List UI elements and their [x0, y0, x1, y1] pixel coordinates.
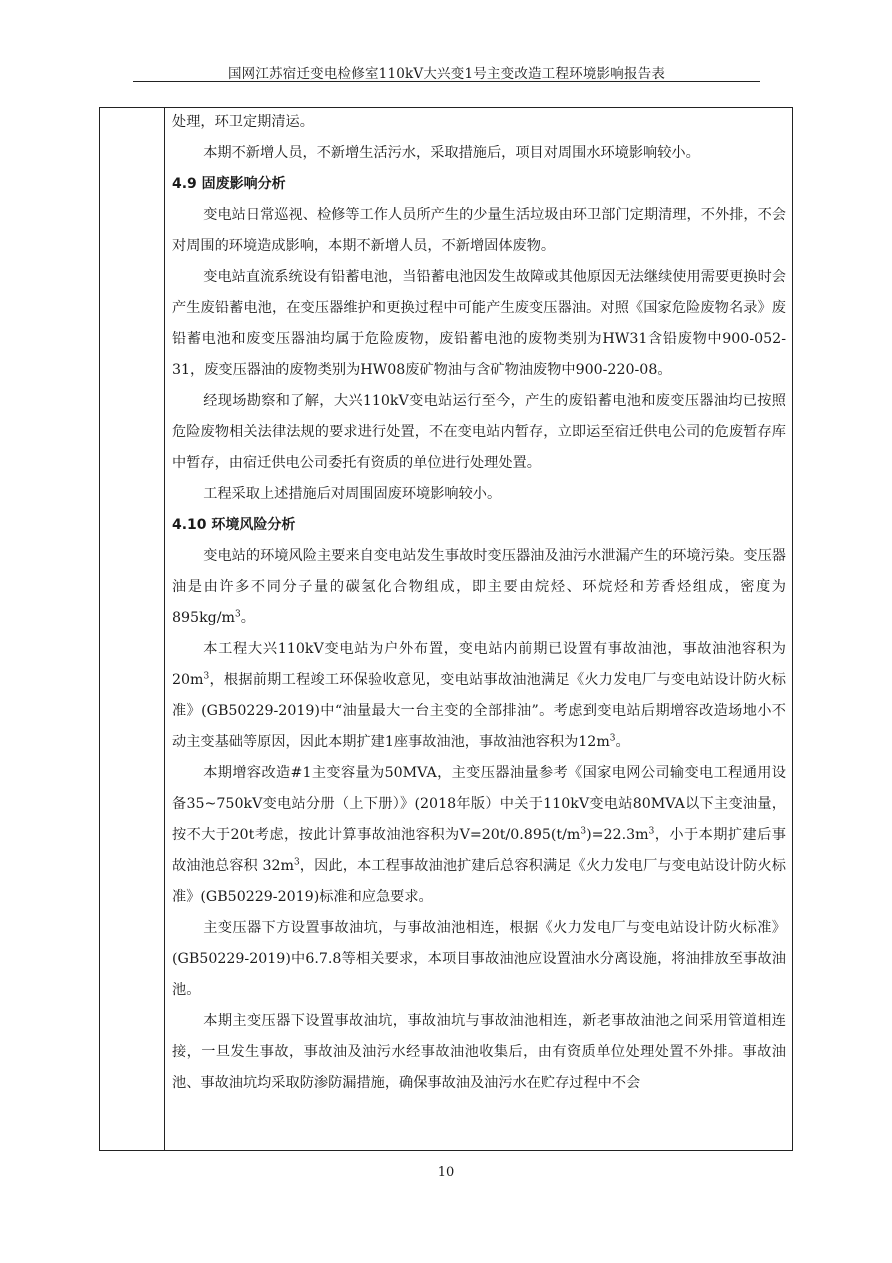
paragraph-continuation: 处理，环卫定期清运。 — [172, 114, 314, 130]
report-header: 国网江苏宿迁变电检修室110kV大兴变1号主变改造工程环境影响报告表 — [227, 66, 666, 82]
paragraph-risk-source — [172, 541, 786, 634]
table-column-divider — [164, 107, 165, 1151]
paragraph-hazardous-waste: 变电站直流系统设有铅蓄电池，当铅蓄电池因发生故障或其他原因无法继续使用需要更换时会产生废铅蓄电池，在变压器维护和更换过程中可能产生废变压器油。对照《国家危险废物名录》废铅蓄电池和废变压器油均属于危险废物，废铅蓄电池的废物类别为HW31含铅废物中900-052-31，废变压器油的废物类别为HW08废矿物油与含矿物油废物中900-220-08。 — [172, 269, 786, 378]
paragraph-water-summary: 本期不新增人员，不新增生活污水，采取措施后，项目对周围水环境影响较小。 — [203, 145, 700, 161]
superscript: 3 — [203, 671, 210, 682]
paragraph-capacity-calculation — [172, 758, 786, 913]
text-span: ，因此，本工程事故油池扩建后总容积满足《火力发电厂与变电站设计防火标准》(GB50229-2019)标准和应急要求。 — [172, 858, 786, 905]
paragraph-oil-pool — [172, 634, 786, 758]
superscript: 3 — [293, 857, 300, 868]
section-heading-4-10: 4.10 环境风险分析 — [172, 517, 296, 533]
paragraph-disposal: 经现场勘察和了解，大兴110kV变电站运行至今，产生的废铅蓄电池和废变压器油均已按照危险废物相关法律法规的要求进行处置，不在变电站内暂存，立即运至宿迁供电公司的危废暂存库中暂存，由宿迁供电公司委托有资质的单位进行处理处置。 — [172, 393, 786, 471]
section-heading-4-9: 4.9 固废影响分析 — [172, 176, 286, 192]
superscript: 3 — [235, 609, 241, 620]
text-span: 本工程大兴110kV变电站为户外布置，变电站内前期已设置有事故油池，事故油池容积为 20m — [172, 641, 786, 688]
text-span: 。 — [615, 734, 630, 750]
paragraph-oil-pit: 主变压器下方设置事故油坑，与事故油池相连，根据《火力发电厂与变电站设计防火标准》(GB50229-2019)中6.7.8等相关要求，本项目事故油池应设置油水分离设施，将油排放至事故油池。 — [172, 920, 786, 998]
superscript: 3 — [648, 826, 655, 837]
text-span: ，小于本期扩建后事故油池总容积 32m — [172, 827, 786, 874]
superscript: 3 — [580, 826, 587, 837]
text-span: )=22.3m — [586, 827, 649, 843]
content-cell — [172, 107, 786, 1099]
header-rule — [133, 81, 760, 82]
page-number: 10 — [437, 1165, 455, 1180]
text-span: 本期增容改造#1主变容量为50MVA，主变压器油量参考《国家电网公司输变电工程通用设备35~750kV变电站分册（上下册）》(2018年版）中关于110kV变电站80MVA以下主变油量，按不大于20t考虑，按此计算事故油池容积为V=20t/0.895(t/m — [172, 765, 786, 843]
text-span: 变电站的环境风险主要来自变电站发生事故时变压器油及油污水泄漏产生的环境污染。变压器油是由许多不同分子量的碳氢化合物组成，即主要由烷烃、环烷烃和芳香烃组成，密度为895kg/m — [172, 548, 786, 626]
paragraph-solid-waste-summary: 工程采取上述措施后对周围固废环境影响较小。 — [203, 486, 502, 502]
text-span: 。 — [240, 610, 255, 626]
superscript: 3 — [609, 733, 616, 744]
paragraph-oil-pit-connection: 本期主变压器下设置事故油坑，事故油坑与事故油池相连，新老事故油池之间采用管道相连接，一旦发生事故，事故油及油污水经事故油池收集后，由有资质单位处理处置不外排。事故油池、事故油坑均采取防渗防漏措施，确保事故油及油污水在贮存过程中不会 — [172, 1013, 786, 1091]
paragraph-domestic-waste: 变电站日常巡视、检修等工作人员所产生的少量生活垃圾由环卫部门定期清理，不外排，不会对周围的环境造成影响，本期不新增人员，不新增固体废物。 — [172, 207, 786, 254]
text-span: ，根据前期工程竣工环保验收意见，变电站事故油池满足《火力发电厂与变电站设计防火标准》(GB50229-2019)中“油量最大一台主变的全部排油”。考虑到变电站后期增容改造场地小不动主变基础等原因，因此本期扩建1座事故油池，事故油池容积为12m — [172, 672, 786, 750]
